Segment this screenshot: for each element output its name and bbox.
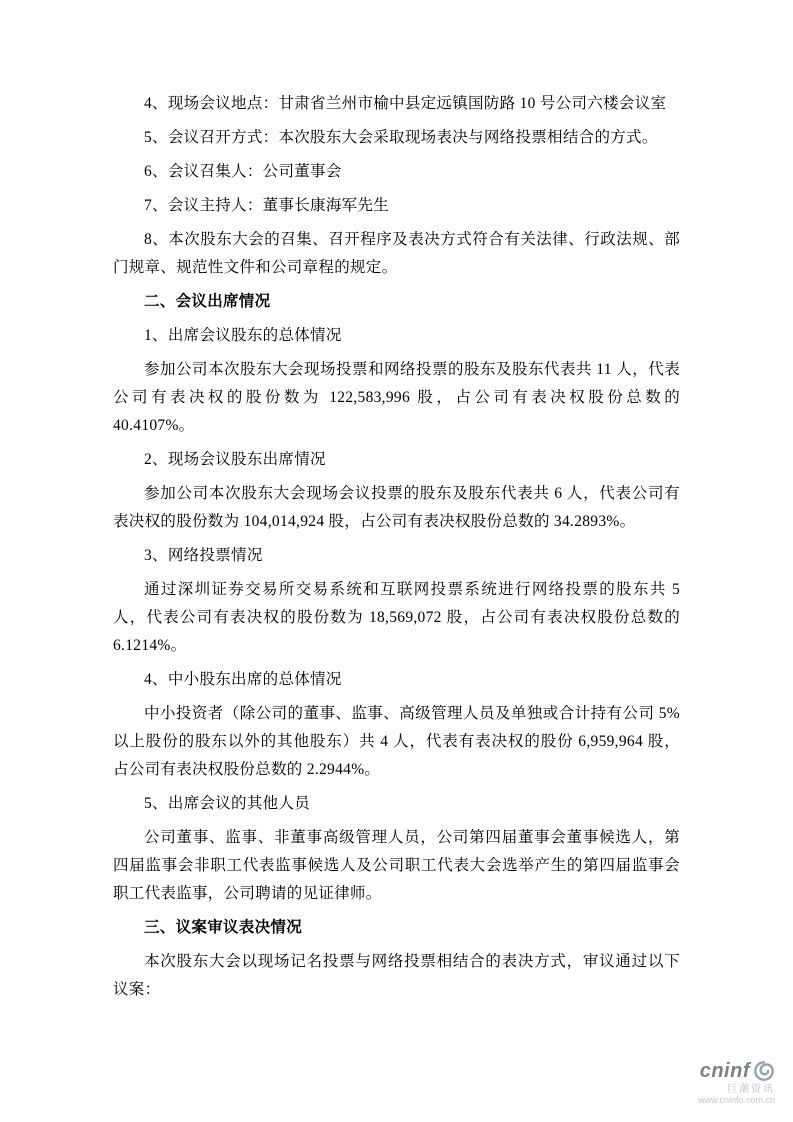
subheading-minority-shareholders: 4、中小股东出席的总体情况	[144, 671, 342, 688]
subheading-other-attendees: 5、出席会议的其他人员	[144, 795, 311, 812]
para-onsite-attendance-detail: 参加公司本次股东大会现场会议投票的股东及股东代表共 6 人，代表公司有表决权的股份数为 104,014,924 股，占公司有表决权股份总数的 34.2893%。	[113, 485, 680, 530]
cninfo-logo	[655, 1060, 775, 1106]
cninfo-swirl-icon	[753, 1060, 775, 1082]
para-voting-method: 本次股东大会以现场记名投票与网络投票相结合的表决方式，审议通过以下议案：	[113, 953, 680, 998]
subheading-online-voting: 3、网络投票情况	[144, 547, 263, 564]
para-meeting-location: 4、现场会议地点：甘肃省兰州市榆中县定远镇国防路 10 号公司六楼会议室	[144, 95, 667, 112]
para-legality-statement: 8、本次股东大会的召集、召开程序及表决方式符合有关法律、行政法规、部门规章、规范性文件和公司章程的规定。	[113, 231, 680, 276]
para-minority-shareholders-detail: 中小投资者（除公司的董事、监事、高级管理人员及单独或合计持有公司 5% 以上股份的股东以外的其他股东）共 4 人，代表有表决权的股份 6,959,964 股， 占公司有表决权股份总数的 2.2944%。	[113, 705, 680, 778]
para-meeting-host: 7、会议主持人：董事长康海军先生	[144, 197, 390, 214]
heading-attendance: 二、会议出席情况	[144, 293, 271, 310]
para-overall-attendance-detail: 参加公司本次股东大会现场投票和网络投票的股东及股东代表共 11 人，代表公司有表决权的股份数为 122,583,996 股，占公司有表决权股份总数的 40.4107%。	[113, 361, 680, 434]
subheading-overall-attendance: 1、出席会议股东的总体情况	[144, 327, 342, 344]
cninfo-caption-url: www.cninfo.com.cn	[697, 1095, 775, 1106]
para-other-attendees-detail: 公司董事、监事、非董事高级管理人员，公司第四届董事会董事候选人，第四届监事会非职工代表监事候选人及公司职工代表大会选举产生的第四届监事会职工代表监事，公司聘请的见证律师。	[113, 829, 680, 902]
document-body	[113, 90, 680, 1010]
cninfo-caption-cn: 巨潮资讯	[727, 1084, 775, 1096]
para-meeting-convener: 6、会议召集人：公司董事会	[144, 163, 342, 180]
cninfo-brand-text: cninf	[699, 1060, 750, 1083]
subheading-onsite-attendance: 2、现场会议股东出席情况	[144, 451, 326, 468]
para-online-voting-detail: 通过深圳证券交易所交易系统和互联网投票系统进行网络投票的股东共 5 人，代表公司有表决权的股份数为 18,569,072 股，占公司有表决权股份总数的 6.1214%。	[113, 581, 680, 654]
heading-proposal-voting: 三、议案审议表决情况	[144, 919, 303, 936]
para-meeting-method: 5、会议召开方式：本次股东大会采取现场表决与网络投票相结合的方式。	[144, 129, 658, 146]
